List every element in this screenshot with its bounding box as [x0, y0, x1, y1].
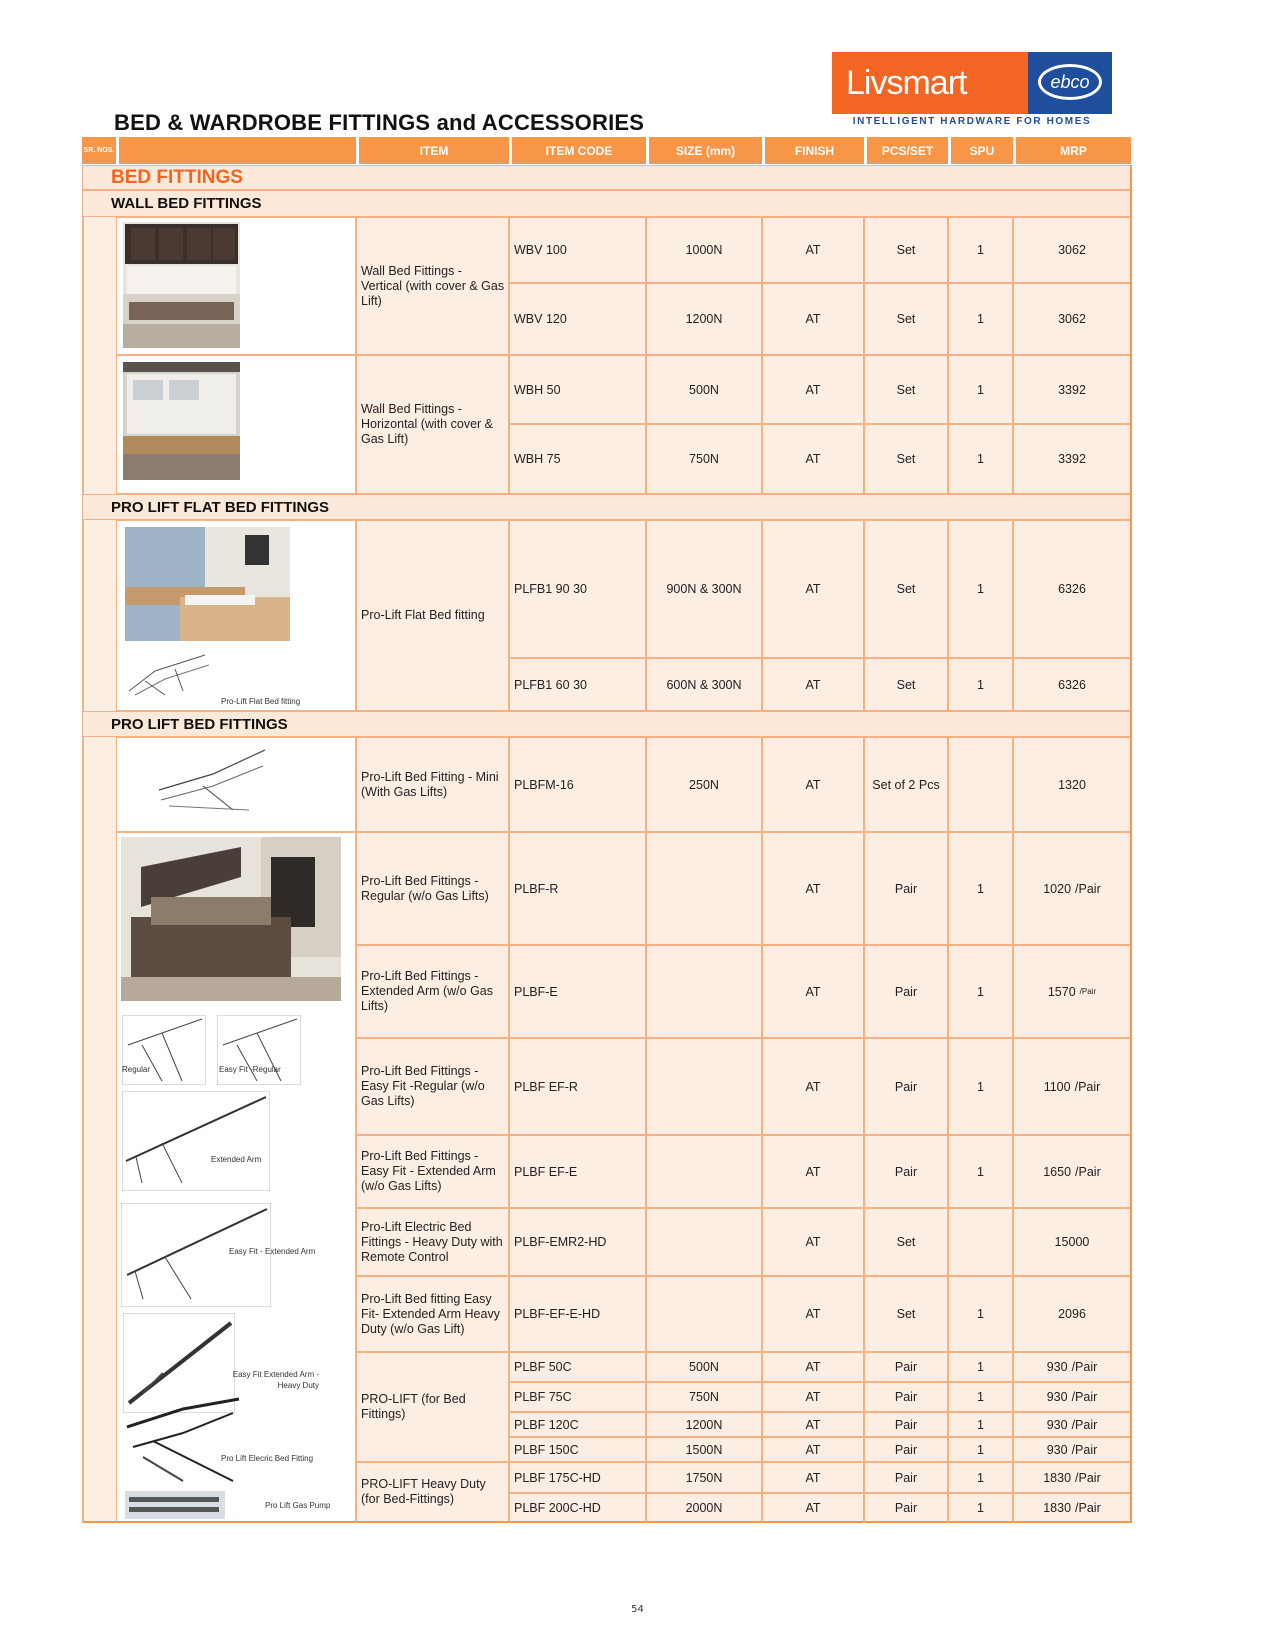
pcs-value: Pair	[894, 1470, 918, 1485]
table-cell-mrp	[1013, 1352, 1131, 1382]
table-cell-finish	[762, 658, 864, 711]
table-cell-size	[646, 945, 762, 1038]
spu-value: 1	[977, 677, 984, 692]
brand-tagline: INTELLIGENT HARDWARE FOR HOMES	[852, 116, 1092, 127]
code-value: PLBF-E	[514, 984, 558, 999]
group-band-pro-lift	[82, 711, 1131, 737]
pcs-value: Set	[896, 243, 916, 257]
code-value: PLBFM-16	[514, 777, 574, 792]
code-value: PLFB1 60 30	[514, 677, 587, 692]
table-cell-code	[509, 1437, 646, 1462]
table-right-border	[1130, 165, 1132, 1523]
mrp-unit: /Pair	[1075, 1164, 1101, 1179]
table-cell-pcs	[864, 217, 948, 283]
spu-value: 1	[977, 881, 984, 896]
extended-arm-caption: Extended Arm	[211, 1155, 262, 1164]
table-cell-mrp	[1013, 1208, 1131, 1276]
table-cell-code	[509, 1493, 646, 1523]
item-name-cell: Pro-Lift Bed Fittings - Extended Arm (w/o Gas Lifts)	[356, 945, 509, 1038]
table-cell-code	[509, 832, 646, 945]
table-cell-mrp	[1013, 1412, 1131, 1437]
code-value: PLBF 175C-HD	[514, 1470, 601, 1485]
image-cell	[116, 520, 356, 711]
table-cell-spu	[948, 217, 1013, 283]
mrp-value: 3392	[1058, 382, 1086, 397]
pcs-value: Set	[896, 452, 916, 466]
item-name-cell: Pro-Lift Electric Bed Fittings - Heavy Duty with Remote Control	[356, 1208, 509, 1276]
size-value: 1500N	[685, 1442, 723, 1457]
flat-bed-caption: Pro-Lift Flat Bed fitting	[221, 697, 301, 706]
image-cell	[116, 737, 356, 832]
finish-value: AT	[805, 1442, 821, 1457]
electric-drawing	[123, 1397, 243, 1485]
pcs-value: Set	[896, 312, 916, 326]
table-cell-spu	[948, 520, 1013, 658]
code-value: PLBF EF-R	[514, 1079, 578, 1094]
table-cell-finish	[762, 520, 864, 658]
table-cell-finish	[762, 1038, 864, 1135]
page-number: 54	[631, 1604, 644, 1615]
size-value: 1750N	[685, 1470, 723, 1485]
table-cell-finish	[762, 945, 864, 1038]
mrp-value: 6326	[1058, 582, 1086, 596]
table-cell-code	[509, 1135, 646, 1208]
finish-value: AT	[805, 677, 821, 692]
spu-value: 1	[977, 1442, 984, 1457]
table-cell-size	[646, 1135, 762, 1208]
table-cell-finish	[762, 1352, 864, 1382]
table-cell-finish	[762, 1412, 864, 1437]
mrp-value: 1320	[1058, 777, 1086, 792]
table-cell-mrp	[1013, 1382, 1131, 1412]
size-value: 500N	[689, 382, 719, 397]
table-cell-code	[509, 1208, 646, 1276]
ebco-logo-text: ebco	[1038, 64, 1102, 100]
item-name-cell: Pro-Lift Bed fitting Easy Fit- Extended Arm Heavy Duty (w/o Gas Lift)	[356, 1276, 509, 1352]
item-name-cell: PRO-LIFT Heavy Duty (for Bed-Fittings)	[356, 1462, 509, 1523]
table-cell-size	[646, 355, 762, 424]
image-cell	[116, 832, 356, 1523]
column-header-srno: SR. NOS.	[82, 137, 116, 164]
table-cell-pcs	[864, 1135, 948, 1208]
spu-value: 1	[977, 1417, 984, 1432]
table-cell-size	[646, 1493, 762, 1523]
mini-mechanism-drawing	[153, 746, 273, 822]
table-cell-code	[509, 1412, 646, 1437]
table-cell-spu	[948, 1038, 1013, 1135]
table-cell-spu	[948, 283, 1013, 355]
pcs-value: Set	[896, 382, 916, 397]
column-header-mrp: MRP	[1013, 137, 1131, 164]
table-cell-mrp	[1013, 424, 1131, 494]
mrp-value: 930	[1046, 1442, 1068, 1457]
column-header-finish: FINISH	[762, 137, 864, 164]
table-cell-pcs	[864, 1462, 948, 1493]
column-header-image	[116, 137, 356, 164]
finish-value: AT	[805, 984, 821, 999]
finish-value: AT	[805, 382, 821, 397]
table-cell-code	[509, 283, 646, 355]
srno-cell	[82, 217, 116, 494]
page-title: BED & WARDROBE FITTINGS and ACCESSORIES	[114, 110, 645, 135]
size-value: 1200N	[685, 312, 723, 326]
spu-value: 1	[977, 1470, 984, 1485]
table-cell-size	[646, 1208, 762, 1276]
mrp-value: 930	[1046, 1360, 1068, 1374]
code-value: WBV 120	[514, 312, 567, 326]
pcs-value: Pair	[894, 881, 918, 896]
table-cell-code	[509, 1352, 646, 1382]
mrp-value: 1100	[1043, 1079, 1071, 1094]
table-cell-finish	[762, 355, 864, 424]
column-header-spu: SPU	[948, 137, 1013, 164]
table-cell-mrp	[1013, 1276, 1131, 1352]
table-cell-size	[646, 737, 762, 832]
table-cell-spu	[948, 1493, 1013, 1523]
table-cell-mrp	[1013, 737, 1131, 832]
pcs-value: Set	[896, 582, 916, 596]
spu-value: 1	[977, 1360, 984, 1374]
table-cell-spu	[948, 945, 1013, 1038]
item-name-cell: Pro-Lift Flat Bed fitting	[356, 520, 509, 711]
table-cell-size	[646, 1437, 762, 1462]
table-cell-code	[509, 1462, 646, 1493]
table-cell-spu	[948, 1208, 1013, 1276]
table-cell-spu	[948, 1462, 1013, 1493]
item-name-cell: Pro-Lift Bed Fittings - Regular (w/o Gas Lifts)	[356, 832, 509, 945]
table-cell-finish	[762, 217, 864, 283]
code-value: PLFB1 90 30	[514, 582, 587, 596]
table-cell-pcs	[864, 832, 948, 945]
size-value: 750N	[689, 1390, 719, 1404]
table-cell-spu	[948, 737, 1013, 832]
finish-value: AT	[805, 1390, 821, 1404]
table-cell-pcs	[864, 737, 948, 832]
table-cell-code	[509, 1382, 646, 1412]
finish-value: AT	[805, 452, 821, 466]
spu-value: 1	[977, 1079, 984, 1094]
table-cell-size	[646, 1412, 762, 1437]
size-value: 750N	[689, 452, 719, 466]
table-cell-mrp	[1013, 1135, 1131, 1208]
mrp-value: 2096	[1058, 1307, 1086, 1321]
mrp-value: 1570	[1047, 984, 1076, 999]
mrp-value: 3392	[1058, 452, 1086, 466]
table-cell-finish	[762, 424, 864, 494]
livsmart-logo: Livsmart	[832, 52, 1028, 114]
mrp-unit: /Pair	[1071, 1360, 1098, 1374]
finish-value: AT	[805, 1079, 821, 1094]
spu-value: 1	[977, 1164, 984, 1179]
spu-value: 1	[977, 452, 984, 466]
table-cell-finish	[762, 1208, 864, 1276]
finish-value: AT	[805, 1500, 821, 1515]
table-cell-mrp	[1013, 520, 1131, 658]
column-header-pcs-set: PCS/SET	[864, 137, 948, 164]
table-cell-size	[646, 424, 762, 494]
brand-logo	[832, 52, 1112, 114]
spu-value: 1	[977, 984, 984, 999]
table-cell-mrp	[1013, 355, 1131, 424]
pcs-value: Pair	[894, 1442, 918, 1457]
size-value: 1200N	[685, 1417, 723, 1432]
spu-value: 1	[977, 1390, 984, 1404]
code-value: WBV 100	[514, 243, 567, 257]
srno-cell	[82, 737, 116, 1523]
table-cell-spu	[948, 832, 1013, 945]
image-cell	[116, 217, 356, 355]
code-value: PLBF 50C	[514, 1360, 572, 1374]
size-value: 900N & 300N	[666, 582, 742, 596]
code-value: PLBF 150C	[514, 1442, 579, 1457]
table-cell-pcs	[864, 520, 948, 658]
flat-bed-mechanism-drawing	[125, 651, 215, 699]
finish-value: AT	[805, 1470, 821, 1485]
column-header-size: SIZE (mm)	[646, 137, 762, 164]
table-cell-pcs	[864, 945, 948, 1038]
table-cell-pcs	[864, 1493, 948, 1523]
mrp-value: 930	[1046, 1417, 1068, 1432]
pcs-value: Pair	[894, 1360, 918, 1374]
size-value: 500N	[689, 1360, 719, 1374]
table-cell-size	[646, 520, 762, 658]
pcs-value: Pair	[894, 1390, 918, 1404]
finish-value: AT	[805, 243, 821, 257]
electric-caption: Pro Lift Elecric Bed Fitting	[221, 1454, 314, 1463]
table-cell-spu	[948, 658, 1013, 711]
mrp-unit: /Pair	[1079, 987, 1097, 996]
table-cell-mrp	[1013, 217, 1131, 283]
easy-fit-regular-caption: Easy Fit -Regular	[219, 1065, 281, 1074]
table-cell-spu	[948, 1276, 1013, 1352]
table-cell-pcs	[864, 1437, 948, 1462]
table-cell-code	[509, 1276, 646, 1352]
pcs-value: Pair	[894, 1500, 918, 1515]
pcs-value: Set of 2 Pcs	[872, 777, 940, 792]
table-cell-mrp	[1013, 1038, 1131, 1135]
item-name-cell: Pro-Lift Bed Fittings - Easy Fit -Regular (w/o Gas Lifts)	[356, 1038, 509, 1135]
wall-bed-horizontal-photo	[123, 362, 240, 480]
flat-bed-photo	[125, 527, 290, 641]
gas-pump-photo	[125, 1491, 225, 1519]
item-name-cell: Wall Bed Fittings - Horizontal (with cover & Gas Lift)	[356, 355, 509, 494]
table-cell-pcs	[864, 1352, 948, 1382]
table-cell-finish	[762, 1382, 864, 1412]
finish-value: AT	[805, 1307, 821, 1321]
mrp-value: 3062	[1058, 312, 1086, 326]
table-cell-mrp	[1013, 1437, 1131, 1462]
table-cell-code	[509, 737, 646, 832]
srno-cell	[82, 520, 116, 711]
item-name-cell: Wall Bed Fittings - Vertical (with cover & Gas Lift)	[356, 217, 509, 355]
image-cell	[116, 355, 356, 494]
item-name-cell: Pro-Lift Bed Fitting - Mini (With Gas Lifts)	[356, 737, 509, 832]
table-cell-mrp	[1013, 1493, 1131, 1523]
table-cell-finish	[762, 283, 864, 355]
mrp-value: 1650	[1043, 1164, 1072, 1179]
finish-value: AT	[805, 312, 821, 326]
pcs-value: Set	[896, 1307, 916, 1321]
mrp-value: 15000	[1054, 1235, 1090, 1249]
ebco-logo	[1028, 52, 1112, 114]
table-cell-code	[509, 217, 646, 283]
table-cell-size	[646, 1462, 762, 1493]
spu-value: 1	[977, 312, 984, 326]
table-cell-pcs	[864, 658, 948, 711]
code-value: PLBF 75C	[514, 1390, 572, 1404]
code-value: PLBF 120C	[514, 1417, 579, 1432]
table-cell-code	[509, 1038, 646, 1135]
pcs-value: Pair	[894, 984, 918, 999]
group-band-flat-bed	[82, 494, 1131, 520]
finish-value: AT	[805, 777, 821, 792]
table-cell-pcs	[864, 1382, 948, 1412]
mrp-value: 930	[1046, 1390, 1068, 1404]
table-cell-pcs	[864, 283, 948, 355]
table-cell-pcs	[864, 1208, 948, 1276]
table-cell-size	[646, 217, 762, 283]
column-header-item-code: ITEM CODE	[509, 137, 646, 164]
group-title-flat-bed: PRO LIFT FLAT BED FITTINGS	[111, 499, 330, 516]
size-value: 2000N	[685, 1500, 723, 1515]
section-title: BED FITTINGS	[111, 167, 243, 188]
code-value: WBH 75	[514, 452, 561, 466]
code-value: PLBF EF-E	[514, 1164, 578, 1179]
mrp-unit: /Pair	[1074, 1079, 1101, 1094]
code-value: PLBF-R	[514, 881, 559, 896]
table-cell-size	[646, 1382, 762, 1412]
table-cell-mrp	[1013, 832, 1131, 945]
code-value: PLBF-EMR2-HD	[514, 1235, 607, 1249]
group-title-pro-lift: PRO LIFT BED FITTINGS	[111, 716, 288, 733]
spu-value: 1	[977, 382, 984, 397]
spu-value: 1	[977, 1500, 984, 1515]
mrp-value: 3062	[1058, 243, 1086, 257]
table-cell-code	[509, 355, 646, 424]
mrp-unit: /Pair	[1075, 881, 1101, 896]
table-cell-pcs	[864, 1276, 948, 1352]
mrp-unit: /Pair	[1071, 1442, 1098, 1457]
table-cell-spu	[948, 1352, 1013, 1382]
table-cell-spu	[948, 1412, 1013, 1437]
finish-value: AT	[805, 582, 821, 596]
mrp-value: 1020	[1043, 881, 1072, 896]
mrp-value: 6326	[1058, 677, 1086, 692]
table-cell-size	[646, 1038, 762, 1135]
table-cell-finish	[762, 737, 864, 832]
table-cell-pcs	[864, 424, 948, 494]
table-cell-mrp	[1013, 945, 1131, 1038]
table-cell-size	[646, 1352, 762, 1382]
easy-fit-hd-caption: Easy Fit Extended Arm - Heavy Duty	[232, 1370, 319, 1390]
gas-pump-caption: Pro Lift Gas Pump	[265, 1501, 331, 1510]
mrp-unit: /Pair	[1075, 1500, 1101, 1515]
section-band-bed-fittings	[82, 165, 1131, 190]
code-value: WBH 50	[514, 382, 561, 397]
regular-drawing	[122, 1015, 206, 1085]
spu-value: 1	[977, 243, 984, 257]
table-cell-finish	[762, 1276, 864, 1352]
extended-arm-drawing	[122, 1091, 270, 1191]
table-cell-spu	[948, 355, 1013, 424]
table-cell-code	[509, 945, 646, 1038]
size-value: 250N	[689, 777, 719, 792]
finish-value: AT	[805, 1164, 821, 1179]
pcs-value: Set	[896, 677, 916, 692]
pcs-value: Pair	[894, 1079, 918, 1094]
mrp-unit: /Pair	[1075, 1470, 1101, 1485]
item-name-cell: PRO-LIFT (for Bed Fittings)	[356, 1352, 509, 1462]
finish-value: AT	[805, 1360, 821, 1374]
pcs-value: Set	[896, 1235, 916, 1249]
wall-bed-vertical-photo	[123, 222, 240, 348]
group-title-wall-bed: WALL BED FITTINGS	[111, 195, 262, 212]
table-cell-pcs	[864, 1038, 948, 1135]
mrp-unit: /Pair	[1071, 1417, 1098, 1432]
table-cell-mrp	[1013, 283, 1131, 355]
item-name-cell: Pro-Lift Bed Fittings - Easy Fit - Extended Arm (w/o Gas Lifts)	[356, 1135, 509, 1208]
spu-value: 1	[977, 1307, 984, 1321]
prolift-bed-photo	[121, 837, 341, 1001]
table-cell-size	[646, 283, 762, 355]
table-cell-code	[509, 658, 646, 711]
table-cell-size	[646, 658, 762, 711]
table-cell-pcs	[864, 1412, 948, 1437]
table-cell-finish	[762, 832, 864, 945]
finish-value: AT	[805, 881, 821, 896]
finish-value: AT	[805, 1417, 821, 1432]
code-value: PLBF-EF-E-HD	[514, 1307, 601, 1321]
table-cell-mrp	[1013, 1462, 1131, 1493]
table-cell-finish	[762, 1493, 864, 1523]
table-cell-finish	[762, 1135, 864, 1208]
table-cell-spu	[948, 424, 1013, 494]
table-cell-mrp	[1013, 658, 1131, 711]
table-cell-size	[646, 832, 762, 945]
column-header-item: ITEM	[356, 137, 509, 164]
table-cell-spu	[948, 1437, 1013, 1462]
table-cell-finish	[762, 1462, 864, 1493]
table-cell-finish	[762, 1437, 864, 1462]
table-cell-spu	[948, 1382, 1013, 1412]
table-cell-spu	[948, 1135, 1013, 1208]
pcs-value: Pair	[894, 1164, 918, 1179]
group-band-wall-bed	[82, 190, 1131, 217]
easy-fit-regular-drawing	[217, 1015, 301, 1085]
code-value: PLBF 200C-HD	[514, 1500, 601, 1515]
mrp-value: 1830	[1043, 1470, 1072, 1485]
size-value: 600N & 300N	[666, 677, 742, 692]
table-cell-code	[509, 424, 646, 494]
table-cell-code	[509, 520, 646, 658]
size-value: 1000N	[685, 243, 723, 257]
easy-fit-extended-caption: Easy Fit - Extended Arm	[229, 1247, 316, 1256]
mrp-value: 1830	[1043, 1500, 1072, 1515]
finish-value: AT	[805, 1235, 821, 1249]
mrp-unit: /Pair	[1071, 1390, 1098, 1404]
pcs-value: Pair	[894, 1417, 918, 1432]
spu-value: 1	[977, 582, 984, 596]
table-cell-size	[646, 1276, 762, 1352]
table-cell-pcs	[864, 355, 948, 424]
regular-caption: Regular	[122, 1065, 151, 1074]
